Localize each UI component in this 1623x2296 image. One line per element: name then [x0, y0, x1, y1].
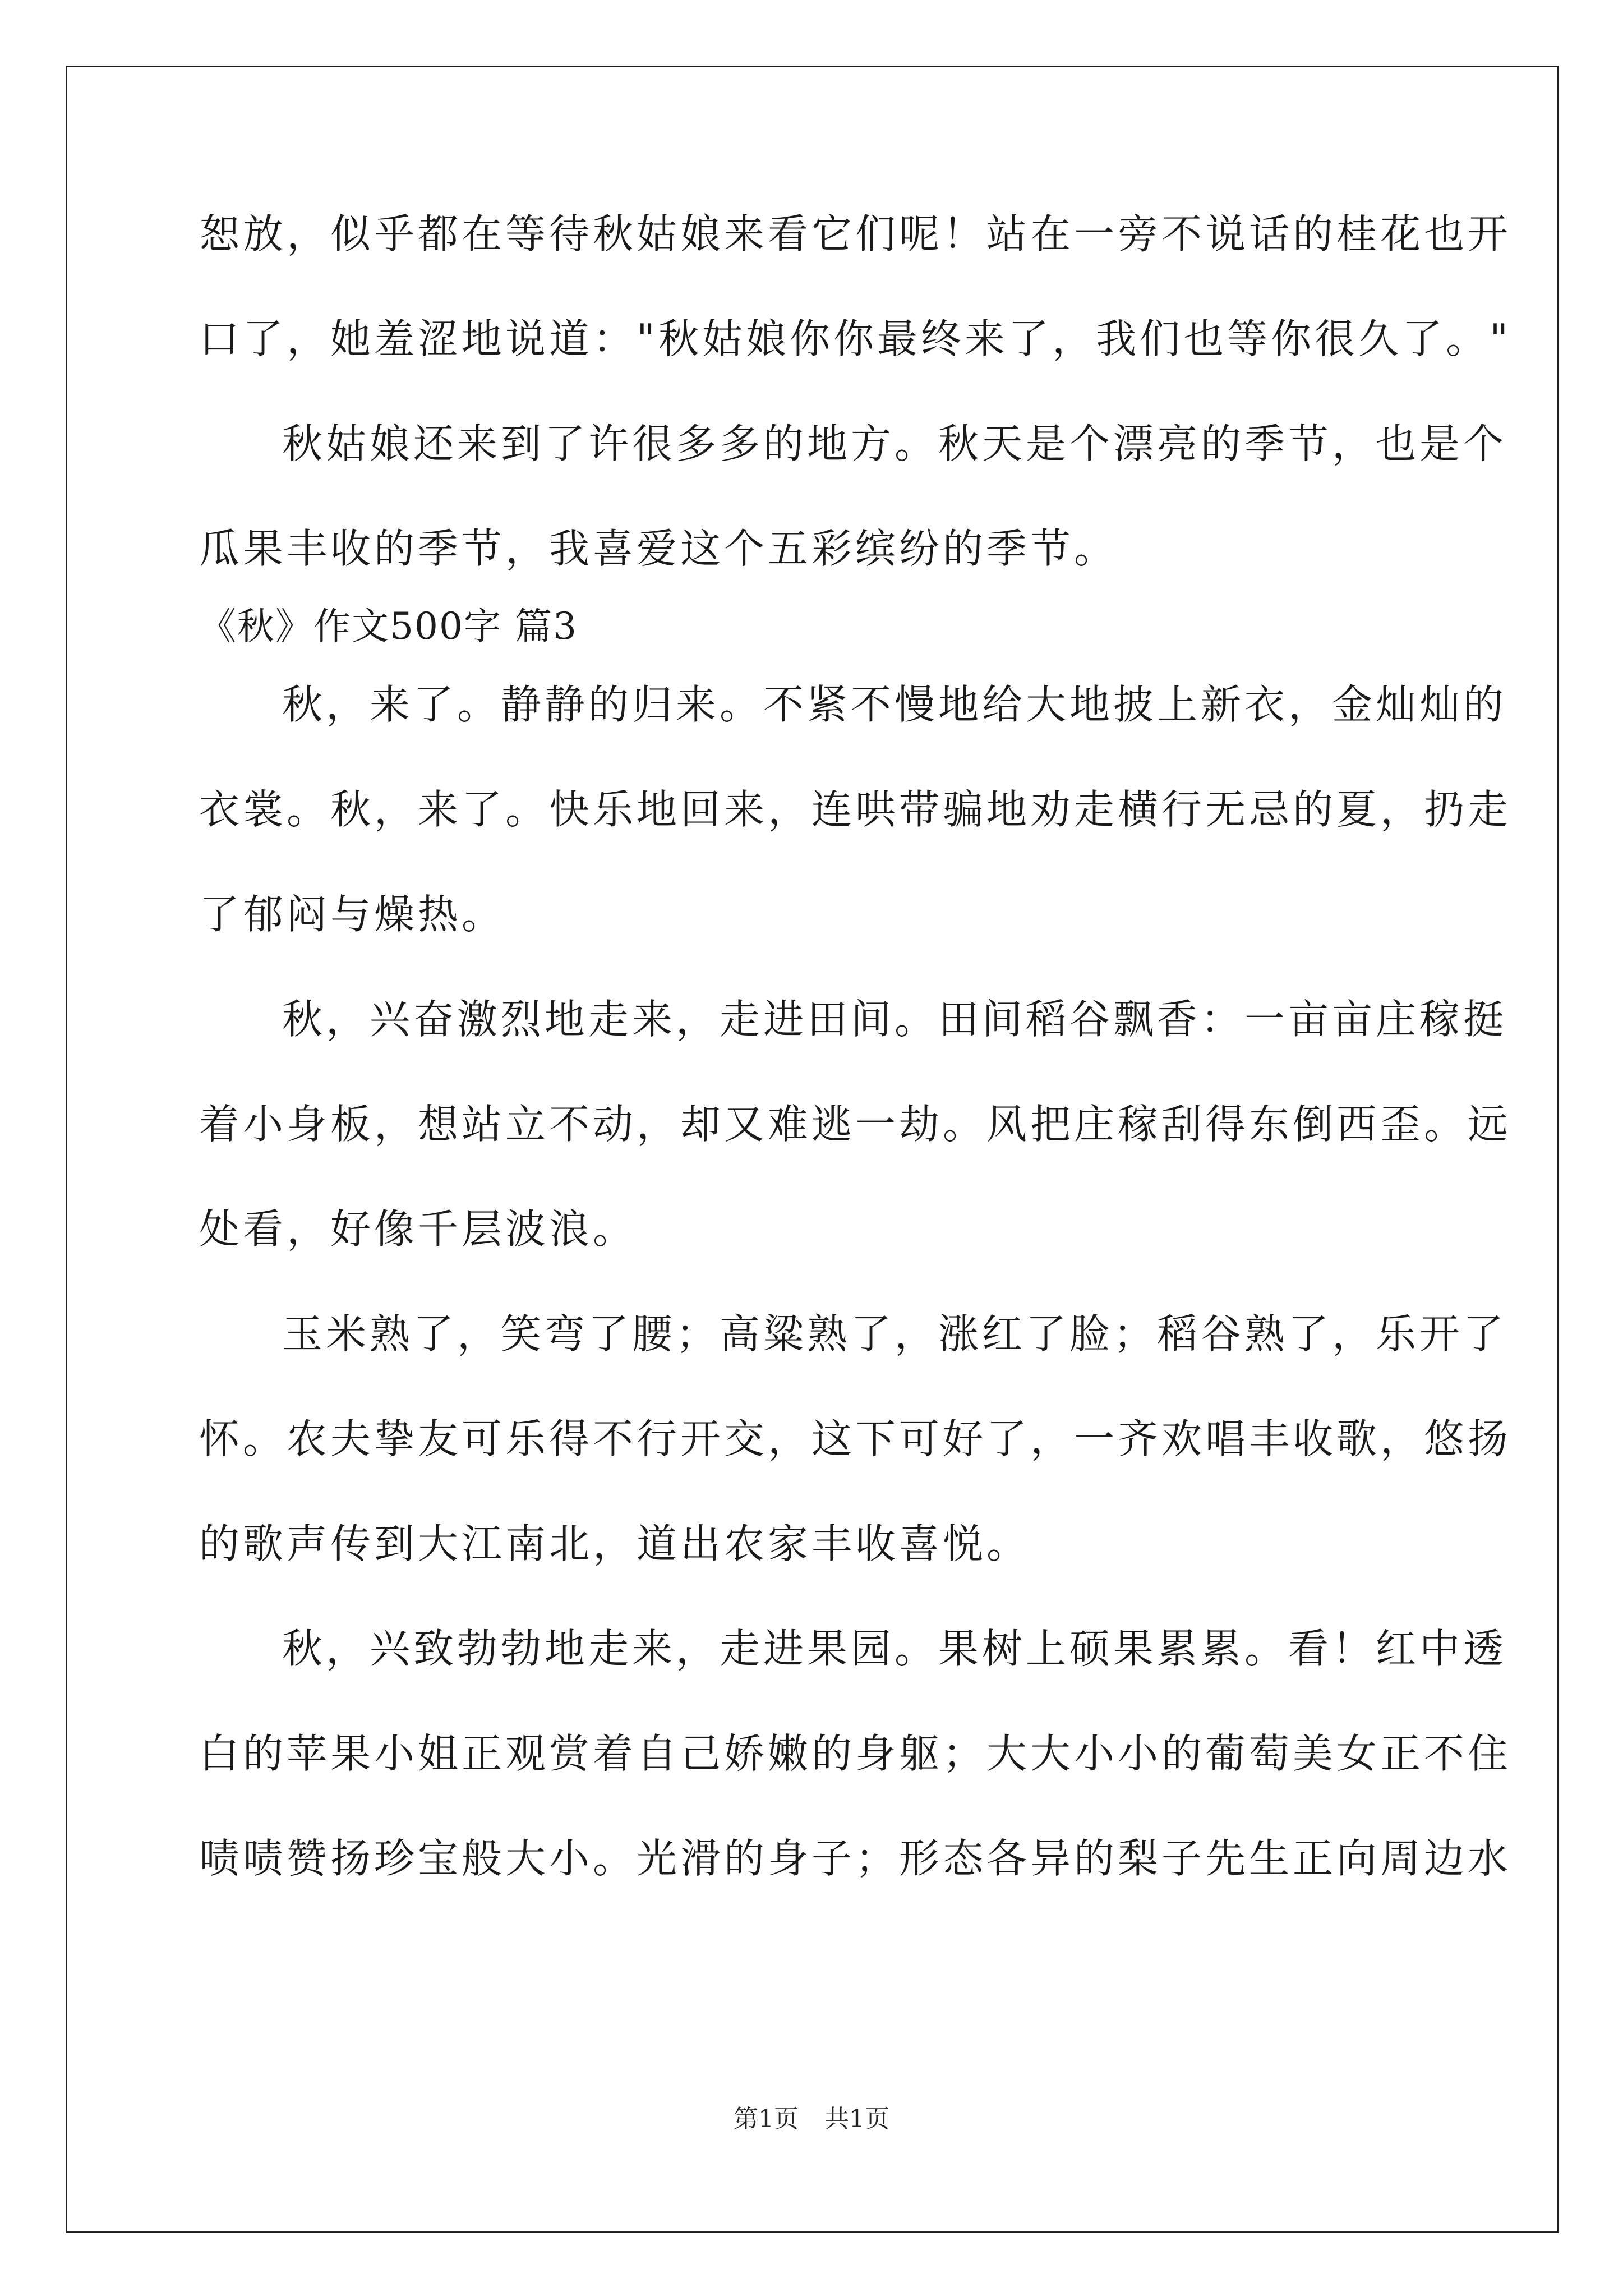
text-line: 着小身板，想站立不动，却又难逃一劫。风把庄稼刮得东倒西歪。远	[199, 1101, 1512, 1148]
text-line: 恕放，似乎都在等待秋姑娘来看它们呢！站在一旁不说话的桂花也开	[199, 210, 1512, 257]
text-line: 的歌声传到大江南北，道出农家丰收喜悦。	[199, 1520, 1031, 1567]
document-body	[199, 208, 1512, 1885]
paragraph	[199, 208, 1512, 365]
paragraph	[199, 1622, 1512, 1885]
text-line: 怀。农夫挚友可乐得不行开交，这下可好了，一齐欢唱丰收歌，悠扬	[199, 1415, 1512, 1462]
text-line: 啧啧赞扬珍宝般大小。光滑的身子；形态各异的梨子先生正向周边水	[199, 1835, 1512, 1882]
page-number: 第1页	[734, 2105, 799, 2133]
text-line: 处看，好像千层波浪。	[199, 1205, 637, 1253]
text-line: 瓜果丰收的季节，我喜爱这个五彩缤纷的季节。	[199, 525, 1118, 572]
paragraph	[199, 1308, 1512, 1570]
text-line: 秋，兴奋激烈地走来，走进田间。田间稻谷飘香：一亩亩庄稼挺	[282, 996, 1507, 1043]
text-line: 口了，她羞涩地说道："秋姑娘你你最终来了，我们也等你很久了。"	[199, 315, 1512, 362]
paragraph	[199, 678, 1512, 941]
text-line: 秋，兴致勃勃地走来，走进果园。果树上硕果累累。看！红中透	[282, 1625, 1507, 1672]
text-line: 了郁闷与燥热。	[199, 891, 506, 938]
section-heading: 《秋》作文500字 篇3	[199, 605, 578, 648]
text-line: 秋姑娘还来到了许很多多的地方。秋天是个漂亮的季节，也是个	[282, 420, 1507, 467]
text-line: 玉米熟了，笑弯了腰；高粱熟了，涨红了脸；稻谷熟了，乐开了	[282, 1310, 1507, 1358]
page-footer	[0, 2104, 1623, 2135]
text-line: 秋，来了。静静的归来。不紧不慢地给大地披上新衣，金灿灿的	[282, 681, 1507, 728]
text-line: 衣裳。秋，来了。快乐地回来，连哄带骗地劝走横行无忌的夏，扔走	[199, 786, 1512, 833]
text-line: 白的苹果小姐正观赏着自己娇嫩的身躯；大大小小的葡萄美女正不住	[199, 1730, 1512, 1777]
page-total: 共1页	[824, 2105, 889, 2133]
paragraph	[199, 993, 1512, 1255]
paragraph	[199, 417, 1507, 575]
